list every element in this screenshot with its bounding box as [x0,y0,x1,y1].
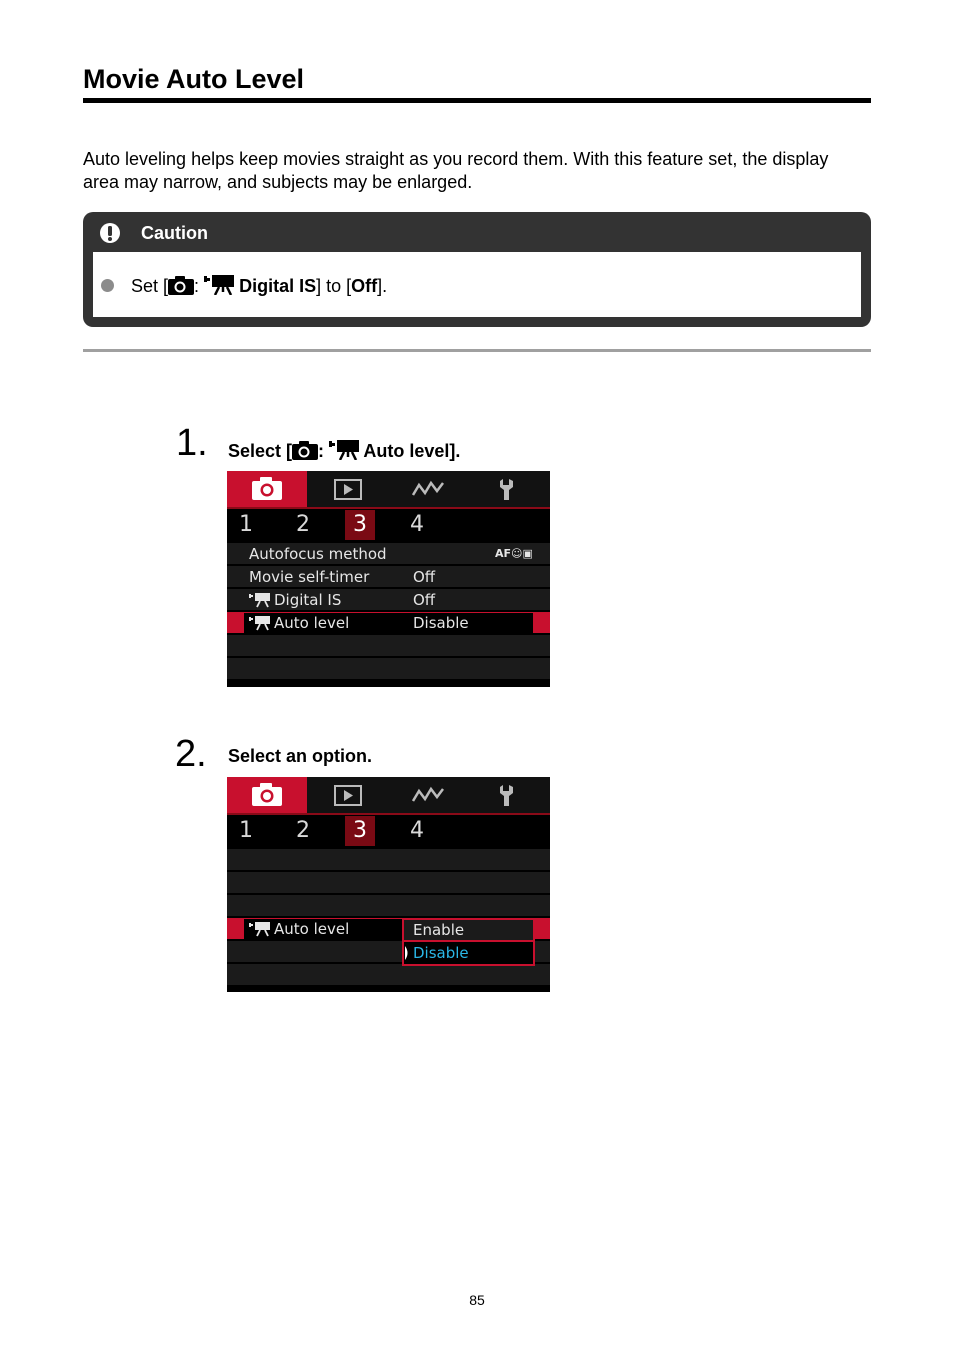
caution-title: Caution [141,223,208,243]
menu-page-4[interactable]: 4 [410,512,424,537]
option-enable[interactable]: Enable [404,920,533,940]
step-2-instruction: Select an option. [228,746,373,766]
menu-page-2[interactable]: 2 [296,512,310,537]
camera-menu-screen-1 [227,471,550,687]
menu-page-4[interactable]: 4 [410,818,424,843]
tab-setup[interactable] [467,471,550,507]
step-1-instruction: Select [ : Auto level]. [228,441,461,461]
option-disable-selected[interactable]: Disable [404,942,533,964]
playback-icon [307,471,387,507]
caution-header [83,212,871,252]
af-face-tracking-icon: AF☺▣ [495,547,533,560]
movie-icon [249,593,271,608]
camera-icon [227,471,307,507]
movie-icon [204,275,234,295]
menu-row-empty [227,658,550,680]
movie-icon [329,440,359,460]
page-number: 85 [469,1292,485,1308]
caution-icon [99,222,121,244]
wrench-icon [467,777,550,813]
caution-text: Set [ : Digital IS] to [Off]. [131,276,388,296]
menu-row-digital-is[interactable]: Digital IS Off [227,589,550,611]
menu-page-2[interactable]: 2 [296,818,310,843]
wrench-icon [467,471,550,507]
tab-shooting[interactable] [227,471,307,507]
menu-row-dimmed [227,849,550,871]
tab-playback[interactable] [307,777,387,813]
menu-page-3[interactable]: 3 [345,816,375,846]
intro-paragraph: Auto leveling helps keep movies straight as you record them. With this feature set, the display area may narrow, and subjects may be enlarged. [83,149,829,192]
camera-menu-screen-2 [227,777,550,992]
menu-row-movie-self-timer[interactable]: Movie self-timer Off [227,566,550,588]
menu-row-autofocus-method[interactable]: Autofocus method AF☺▣ [227,543,550,565]
menu-tab-bar [227,777,550,813]
menu-page-1[interactable]: 1 [239,818,253,843]
tab-shooting[interactable] [227,777,307,813]
playback-icon [307,777,387,813]
menu-row-auto-level-selected[interactable]: Auto level Disable [227,612,550,634]
wireless-icon [387,777,467,813]
menu-row-auto-level[interactable]: Auto level [227,918,550,940]
menu-row-empty [227,635,550,657]
menu-row-dimmed [227,895,550,917]
page-title: Movie Auto Level [83,64,305,94]
tab-wireless[interactable] [387,777,467,813]
menu-tab-bar [227,471,550,507]
camera-icon [227,777,307,813]
selection-pointer-icon [404,946,410,960]
wireless-icon [387,471,467,507]
step-2-number: 2. [175,733,207,775]
bullet-icon [101,279,114,292]
caution-body [93,252,861,317]
caution-box [83,212,871,327]
movie-icon [249,616,271,631]
tab-setup[interactable] [467,777,550,813]
tab-playback[interactable] [307,471,387,507]
menu-row-dimmed [227,872,550,894]
option-popup [402,918,535,966]
step-1-number: 1. [176,422,208,464]
menu-page-numbers [227,815,550,847]
menu-page-numbers [227,509,550,541]
camera-icon [292,440,318,460]
menu-row-dimmed [227,964,550,986]
tab-wireless[interactable] [387,471,467,507]
title-underline [83,98,871,103]
menu-page-1[interactable]: 1 [239,512,253,537]
menu-page-3[interactable]: 3 [345,510,375,540]
camera-icon [168,275,194,295]
section-divider [83,349,871,352]
movie-icon [249,922,271,937]
